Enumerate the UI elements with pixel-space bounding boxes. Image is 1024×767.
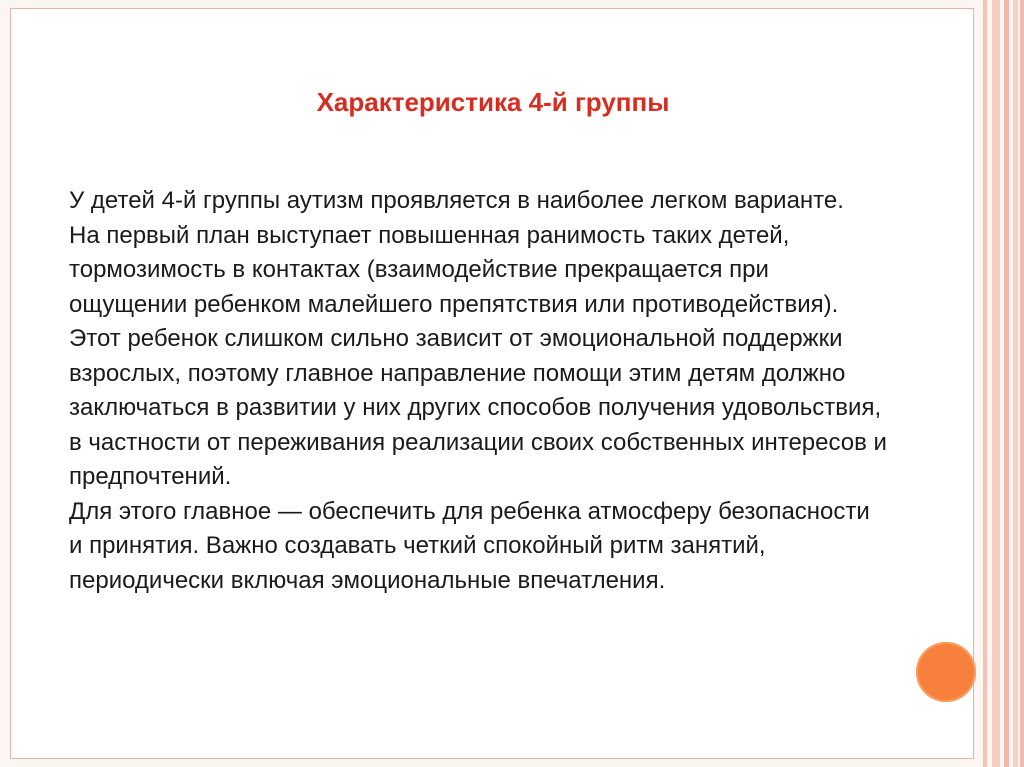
- slide-frame: [10, 8, 974, 759]
- decorative-stripe: [983, 0, 987, 767]
- orange-circle-decoration: [916, 642, 976, 702]
- paragraph-3: Этот ребенок слишком сильно зависит от эмоциональной поддержки взрослых, поэтому главное направление помощи этим детям должно заключаться в развитии у них других способов получения удовольствия, в частности от переживания реализации своих собственных интересов и предпочтений.: [69, 325, 887, 490]
- paragraph-1: У детей 4-й группы аутизм проявляется в наиболее легком варианте.: [69, 187, 844, 214]
- decorative-stripe: [992, 0, 1000, 767]
- paragraph-4: Для этого главное — обеспечить для ребенка атмосферу безопасности и принятия. Важно создавать четкий спокойный ритм занятий, периодически включая эмоциональные впечатления.: [69, 497, 870, 594]
- paragraph-2: На первый план выступает повышенная ранимость таких детей, тормозимость в контактах (взаимодействие прекращается при ощущении ребенком малейшего препятствия или противодействия).: [69, 221, 839, 318]
- decorative-stripe: [1013, 0, 1018, 767]
- decorative-stripe: [1004, 0, 1009, 767]
- slide-body: [69, 184, 889, 598]
- decorative-stripe: [1020, 0, 1024, 767]
- slide-title: Характеристика 4-й группы: [316, 87, 670, 117]
